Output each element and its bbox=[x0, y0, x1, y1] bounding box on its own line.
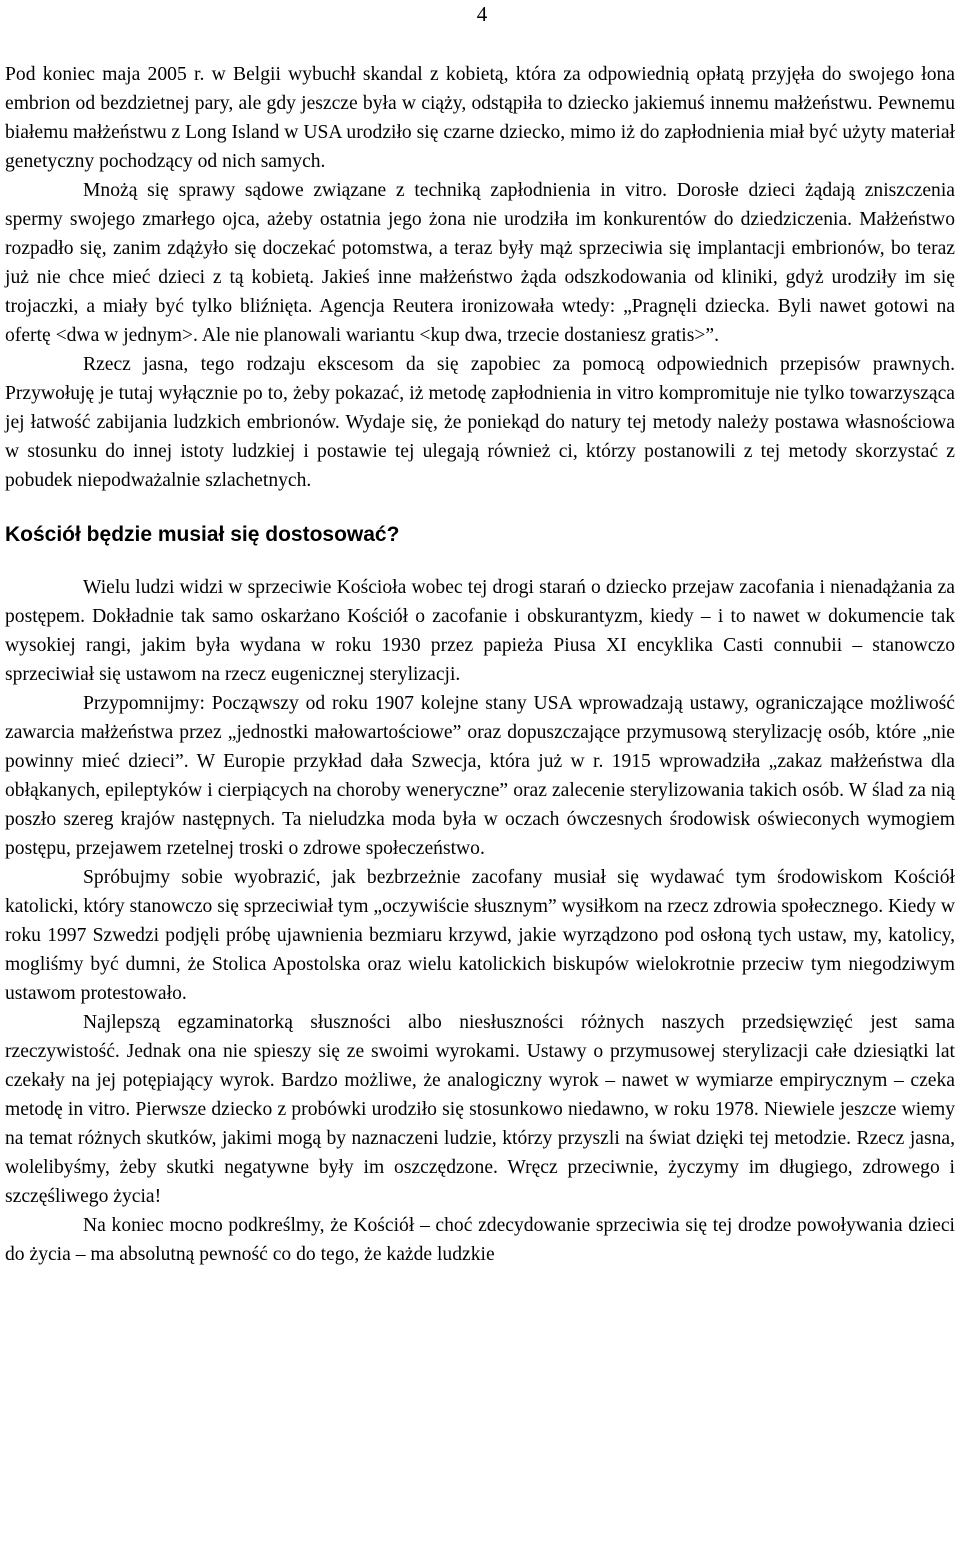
page-number: 4 bbox=[476, 2, 488, 26]
section-intro bbox=[5, 60, 955, 495]
paragraph: Najlepszą egzaminatorką słuszności albo niesłuszności różnych naszych przedsięwzięć jest sama rzeczywistość. Jednak ona nie spieszy się ze swoimi wyrokami. Ustawy o przymusowej sterylizacji całe dziesiątki lat czekały na jej potępiający wyrok. Bardzo możliwe, że analogiczny wyrok – nawet w wymiarze empirycznym – czeka metodę in vitro. Pierwsze dziecko z probówki urodziło się stosunkowo niedawno, w roku 1978. Niewiele jeszcze wiemy na temat różnych skutków, jakimi mogą by naznaczeni ludzie, którzy przyszli na świat dzięki tej metodzie. Rzecz jasna, wolelibyśmy, żeby skutki negatywne były im oszczędzone. Wręcz przeciwnie, życzymy im długiego, zdrowego i szczęśliwego życia! bbox=[5, 1012, 955, 1207]
paragraph: Mnożą się sprawy sądowe związane z techniką zapłodnienia in vitro. Dorosłe dzieci żądają zniszczenia spermy swojego zmarłego ojca, ażeby ostatnia jego żona nie urodziła im konkurentów do dziedziczenia. Małżeństwo rozpadło się, zanim zdążyło się doczekać potomstwa, a teraz były mąż sprzeciwia się implantacji embrionów, bo teraz już nie chce mieć dzieci z tą kobietą. Jakieś inne małżeństwo żąda odszkodowania od kliniki, gdyż urodziły im się trojaczki, a miały być tylko bliźnięta. Agencja Reutera ironizowała wtedy: „Pragnęli dziecka. Byli nawet gotowi na ofertę <dwa w jednym>. Ale nie planowali wariantu <kup dwa, trzecie dostaniesz gratis>”. bbox=[5, 180, 955, 346]
paragraph: Przypomnijmy: Począwszy od roku 1907 kolejne stany USA wprowadzają ustawy, ograniczające możliwość zawarcia małżeństwa przez „jednostki małowartościowe” oraz dopuszczające przymusową sterylizację osób, które „nie powinny mieć dzieci”. W Europie przykład dała Szwecja, która już w r. 1915 wprowadziła „zakaz małżeństwa dla obłąkanych, epileptyków i cierpiących na choroby weneryczne” oraz zalecenie sterylizowania takich osób. W ślad za nią poszło szereg krajów następnych. Ta nieludzka moda była w oczach ówczesnych środowisk oświeconych wymogiem postępu, przejawem rzetelnej troski o zdrowe społeczeństwo. bbox=[5, 693, 955, 859]
paragraph: Rzecz jasna, tego rodzaju ekscesom da się zapobiec za pomocą odpowiednich przepisów prawnych. Przywołuję je tutaj wyłącznie po to, żeby pokazać, iż metodę zapłodnienia in vitro kompromituje nie tylko towarzysząca jej łatwość zabijania ludzkich embrionów. Wydaje się, że poniekąd do natury tej metody należy postawa własnościowa w stosunku do innej istoty ludzkiej i postawie tej ulegają również ci, którzy postanowili z tej metody skorzystać z pobudek niepodważalnie szlachetnych. bbox=[5, 354, 955, 491]
section-church bbox=[5, 573, 955, 1269]
paragraph: Wielu ludzi widzi w sprzeciwie Kościoła wobec tej drogi starań o dziecko przejaw zacofania i nienadążania za postępem. Dokładnie tak samo oskarżano Kościół o zacofanie i obskurantyzm, kiedy – i to nawet w dokumencie tak wysokiej rangi, jakim była wydana w roku 1930 przez papieża Piusa XI encyklika Casti connubii – stanowczo sprzeciwiał się ustawom na rzecz eugenicznej sterylizacji. bbox=[5, 577, 955, 685]
section-heading: Kościół będzie musiał się dostosować? bbox=[5, 523, 400, 546]
paragraph: Na koniec mocno podkreślmy, że Kościół – choć zdecydowanie sprzeciwia się tej drodze powoływania dzieci do życia – ma absolutną pewność co do tego, że każde ludzkie bbox=[5, 1215, 955, 1265]
paragraph: Pod koniec maja 2005 r. w Belgii wybuchł skandal z kobietą, która za odpowiednią opłatą przyjęła do swojego łona embrion od bezdzietnej pary, ale gdy jeszcze była w ciąży, odstąpiła to dziecko jakiemuś innemu małżeństwu. Pewnemu białemu małżeństwu z Long Island w USA urodziło się czarne dziecko, mimo iż do zapłodnienia miał być użyty materiał genetyczny pochodzący od nich samych. bbox=[5, 64, 955, 172]
document-body bbox=[5, 60, 955, 1269]
paragraph: Spróbujmy sobie wyobrazić, jak bezbrzeżnie zacofany musiał się wydawać tym środowiskom Kościół katolicki, który stanowczo się sprzeciwiał tym „oczywiście słusznym” wysiłkom na rzecz zdrowia społecznego. Kiedy w roku 1997 Szwedzi podjęli próbę ujawnienia bezmiaru krzywd, jakie wyrządzono pod osłoną tych ustaw, my, katolicy, mogliśmy być dumni, że Stolica Apostolska oraz wielu katolickich biskupów wielokrotnie przeciw tym niegodziwym ustawom protestowało. bbox=[5, 867, 955, 1004]
